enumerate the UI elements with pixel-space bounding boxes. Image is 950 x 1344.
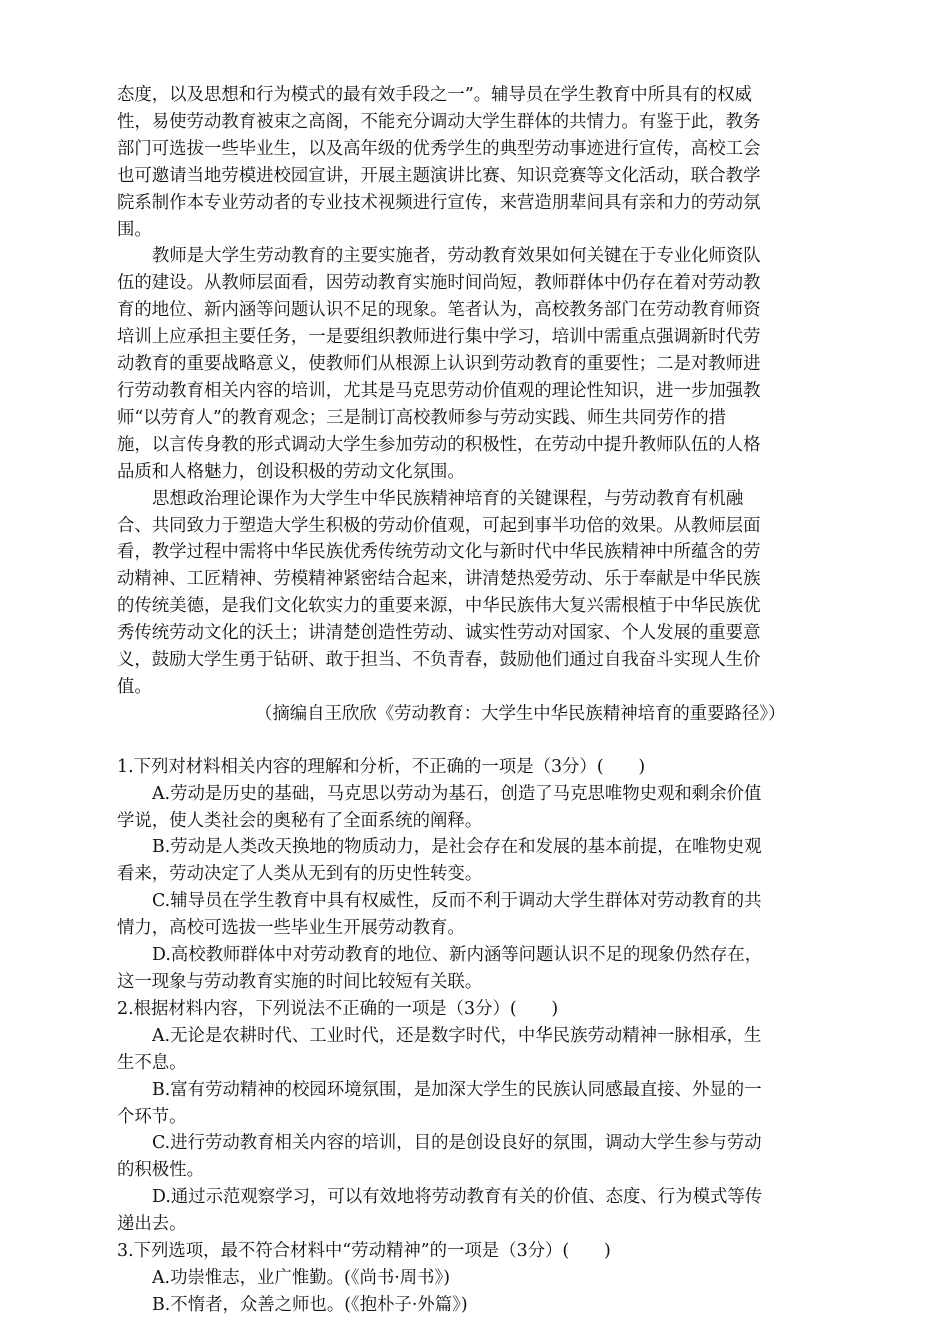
question-3 bbox=[117, 1238, 828, 1319]
option-line: 生不息。 bbox=[117, 1052, 187, 1073]
passage bbox=[117, 82, 828, 728]
text-line: 育的地位、新内涵等问题认识不足的现象。笔者认为，高校教务部门在劳动教育师资 bbox=[117, 300, 761, 321]
question-stem: 2.根据材料内容，下列说法不正确的一项是（3分）( ) bbox=[117, 998, 559, 1019]
text-line: 值。 bbox=[117, 676, 152, 697]
text-line: 性，易使劳动教育被束之高阁，不能充分调动大学生群体的共情力。有鉴于此，教务 bbox=[117, 111, 761, 132]
text-line: 教师是大学生劳动教育的主要实施者，劳动教育效果如何关键在于专业化师资队 bbox=[152, 246, 761, 267]
option-c bbox=[117, 1130, 828, 1184]
text-line: 部门可选拔一些毕业生，以及高年级的优秀学生的典型劳动事迹进行宣传，高校工会 bbox=[117, 138, 761, 159]
text-line: 行劳动教育相关内容的培训，尤其是马克思劳动价值观的理论性知识，进一步加强教 bbox=[117, 380, 761, 401]
option-line: C.进行劳动教育相关内容的培训，目的是创设良好的氛围，调动大学生参与劳动 bbox=[152, 1133, 762, 1154]
text-line: 施，以言传身教的形式调动大学生参加劳动的积极性，在劳动中提升教师队伍的人格 bbox=[117, 434, 761, 455]
text-line: 品质和人格魅力，创设积极的劳动文化氛围。 bbox=[117, 461, 465, 482]
question-2 bbox=[117, 996, 828, 1238]
option-line: D.高校教师群体中对劳动教育的地位、新内涵等问题认识不足的现象仍然存在， bbox=[152, 945, 763, 966]
option-line: A.无论是农耕时代、工业时代，还是数字时代，中华民族劳动精神一脉相承，生 bbox=[152, 1025, 762, 1046]
text-line: 的传统美德，是我们文化软实力的重要来源，中华民族伟大复兴需根植于中华民族优 bbox=[117, 596, 761, 617]
option-a bbox=[117, 781, 828, 835]
option-d bbox=[117, 942, 828, 996]
option-line: 看来，劳动决定了人类从无到有的历史性转变。 bbox=[117, 864, 483, 885]
question-stem: 1.下列对材料相关内容的理解和分析，不正确的一项是（3分）( ) bbox=[117, 756, 646, 777]
text-line: 师“以劳育人”的教育观念；三是制订高校教师参与劳动实践、师生共同劳作的措 bbox=[117, 407, 727, 428]
text-line: 也可邀请当地劳模进校园宣讲，开展主题演讲比赛、知识竞赛等文化活动，联合教学 bbox=[117, 165, 761, 186]
option-b bbox=[117, 1077, 828, 1131]
option-line: 个环节。 bbox=[117, 1106, 187, 1127]
text-line: 态度，以及思想和行为模式的最有效手段之一”。辅导员在学生教育中所具有的权威 bbox=[117, 85, 752, 105]
question-stem: 3.下列选项，最不符合材料中“劳动精神”的一项是（3分）( ) bbox=[117, 1241, 611, 1262]
option-line: 的积极性。 bbox=[117, 1160, 204, 1181]
text-line: 院系制作本专业劳动者的专业技术视频进行宣传，来营造朋辈间具有亲和力的劳动氛 bbox=[117, 192, 761, 213]
option-line: B.富有劳动精神的校园环境氛围，是加深大学生的民族认同感最直接、外显的一 bbox=[152, 1079, 762, 1100]
question-1 bbox=[117, 754, 828, 996]
option-a: A.功崇惟志，业广惟勤。(《尚书·周书》) bbox=[152, 1267, 451, 1288]
text-line: 动精神、工匠精神、劳模精神紧密结合起来，讲清楚热爱劳动、乐于奉献是中华民族 bbox=[117, 569, 761, 590]
option-line: 这一现象与劳动教育实施的时间比较短有关联。 bbox=[117, 972, 483, 992]
questions bbox=[117, 754, 828, 1319]
option-line: D.通过示范观察学习，可以有效地将劳动教育有关的价值、态度、行为模式等传 bbox=[152, 1187, 763, 1208]
paragraph-1-tail bbox=[117, 82, 828, 243]
option-b: B.不惰者，众善之师也。(《抱朴子·外篇》) bbox=[152, 1294, 468, 1315]
source-citation: （摘编自王欣欣《劳动教育：大学生中华民族精神培育的重要路径》） bbox=[255, 703, 786, 724]
text-line: 合、共同致力于塑造大学生积极的劳动价值观，可起到事半功倍的效果。从教师层面 bbox=[117, 515, 761, 536]
option-b bbox=[117, 834, 828, 888]
text-line: 动教育的重要战略意义，使教师们从根源上认识到劳动教育的重要性；二是对教师进 bbox=[117, 354, 761, 375]
text-line: 伍的建设。从教师层面看，因劳动教育实施时间尚短，教师群体中仍存在着对劳动教 bbox=[117, 273, 761, 294]
option-a bbox=[117, 1023, 828, 1077]
option-c bbox=[117, 888, 828, 942]
text-line: 思想政治理论课作为大学生中华民族精神培育的关键课程，与劳动教育有机融 bbox=[152, 488, 744, 509]
text-line: 围。 bbox=[117, 219, 152, 240]
text-line: 秀传统劳动文化的沃土；讲清楚创造性劳动、诚实性劳动对国家、个人发展的重要意 bbox=[117, 623, 761, 644]
text-line: 义，鼓励大学生勇于钻研、敢于担当、不负青春，鼓励他们通过自我奋斗实现人生价 bbox=[117, 650, 761, 671]
option-line: B.劳动是人类改天换地的物质动力，是社会存在和发展的基本前提，在唯物史观 bbox=[152, 837, 762, 858]
option-line: 递出去。 bbox=[117, 1214, 187, 1235]
option-line: 情力，高校可选拔一些毕业生开展劳动教育。 bbox=[117, 918, 465, 939]
option-line: A.劳动是历史的基础，马克思以劳动为基石，创造了马克思唯物史观和剩余价值 bbox=[152, 783, 762, 804]
paragraph-3 bbox=[117, 486, 828, 701]
paragraph-2 bbox=[117, 243, 828, 485]
text-line: 看，教学过程中需将中华民族优秀传统劳动文化与新时代中华民族精神中所蕴含的劳 bbox=[117, 542, 761, 563]
option-line: 学说，使人类社会的奥秘有了全面系统的阐释。 bbox=[117, 810, 483, 831]
text-line: 培训上应承担主要任务，一是要组织教师进行集中学习，培训中需重点强调新时代劳 bbox=[117, 327, 761, 348]
option-line: C.辅导员在学生教育中具有权威性，反而不利于调动大学生群体对劳动教育的共 bbox=[152, 891, 762, 912]
option-d bbox=[117, 1184, 828, 1238]
